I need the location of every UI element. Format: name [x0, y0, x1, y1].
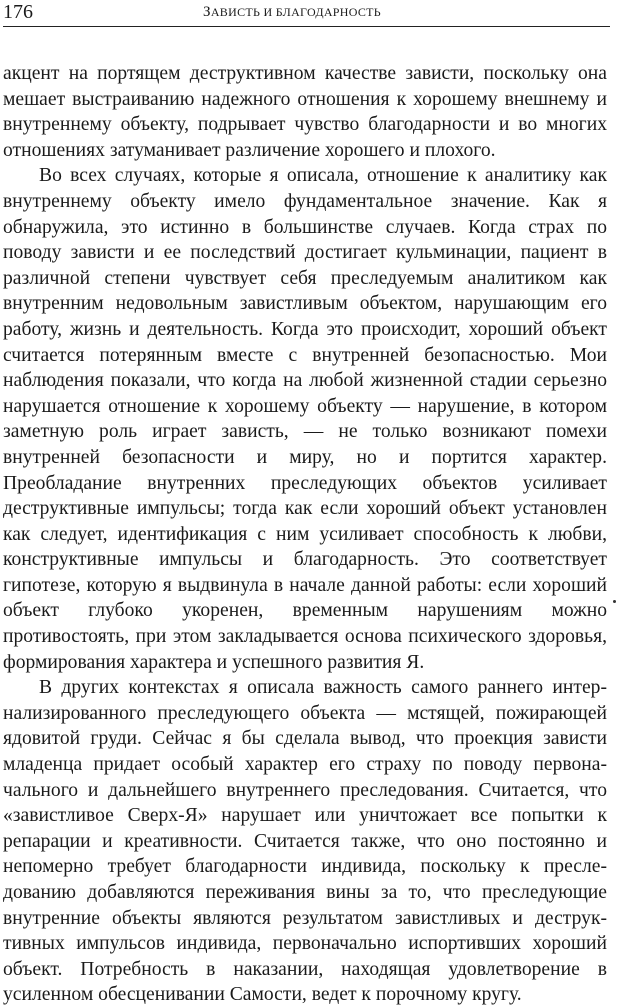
- paragraph-1: акцент на портящем деструктивном качестве зависти, поскольку она мешает выстраиванию надежного отношения к хорошему внешнему и внутреннему объекту, подрывает чувство благодарности и во многих отношениях затуманивает различение хорошего и плохого.: [3, 63, 607, 161]
- page-header: [3, 0, 610, 27]
- body-text: [3, 61, 607, 1008]
- running-head-rest: АВИСТЬ И БЛАГОДАРНОСТЬ: [210, 5, 381, 19]
- paragraph-2: Во всех случаях, которые я описала, отношение к аналитику как внутреннему объекту имело фундаментальное значение. Как я обнаружила, это истинно в большинстве случаев. Когда страх по поводу зависти и ее последствий достигает кульминации, пациент в различной степени чувствует себя преследуемым аналитиком как внутренним недовольным завистливым объектом, нарушающим его работу, жизнь и деятельность. Когда это происходит, хороший объект считается потерянным вместе с внутренней безопасностью. Мои наблюдения показали, что когда на любой жизненной стадии серьезно нарушается отношение к хорошему объекту — нарушение, в котором заметную роль играет зависть, — не только возникают помехи внутренней безопасности и миру, но и портится характер. Преобладание внутренних преследующих объектов усиливает деструктивные импульсы; тогда как если хороший объект установлен как следует, идентификация с ним усиливает способность к любви, конструктивные импульсы и благодарность. Это соответствует гипотезе, которую я выдвинула в начале данной работы: если хороший объект глубоко укоренен, временным нарушениям можно противостоять, при этом закладывается основа психического здоровья, формирования характера и успешного развития Я.: [3, 165, 607, 673]
- running-head-initial: З: [203, 4, 211, 20]
- running-head: [203, 2, 381, 22]
- page-number: 176: [3, 1, 33, 23]
- paragraph-3: В других контекстах я описала важность самого раннего интернализированного преследующего объекта — мстящей, пожирающей ядовитой груди. Сейчас я бы сделала вывод, что проекция зависти младенца придает особый характер его страху по поводу первоначального и дальнейшего внутреннего преследования. Считается, что «завистливое Сверх-Я» нарушает или уничтожает все попытки к репарации и креативности. Считается также, что оно постоянно и непомерно требует благодарности индивида, поскольку к преследованию добавляются переживания вины за то, что преследующие внутренние объекты являются результатом завистливых и деструктивных импульсов индивида, первоначально испортивших хороший объект. Потребность в наказании, находящая удовлетворение в усиленном обесценивании Самости, ведет к порочному кругу.: [3, 677, 607, 1006]
- margin-mark: [613, 600, 616, 603]
